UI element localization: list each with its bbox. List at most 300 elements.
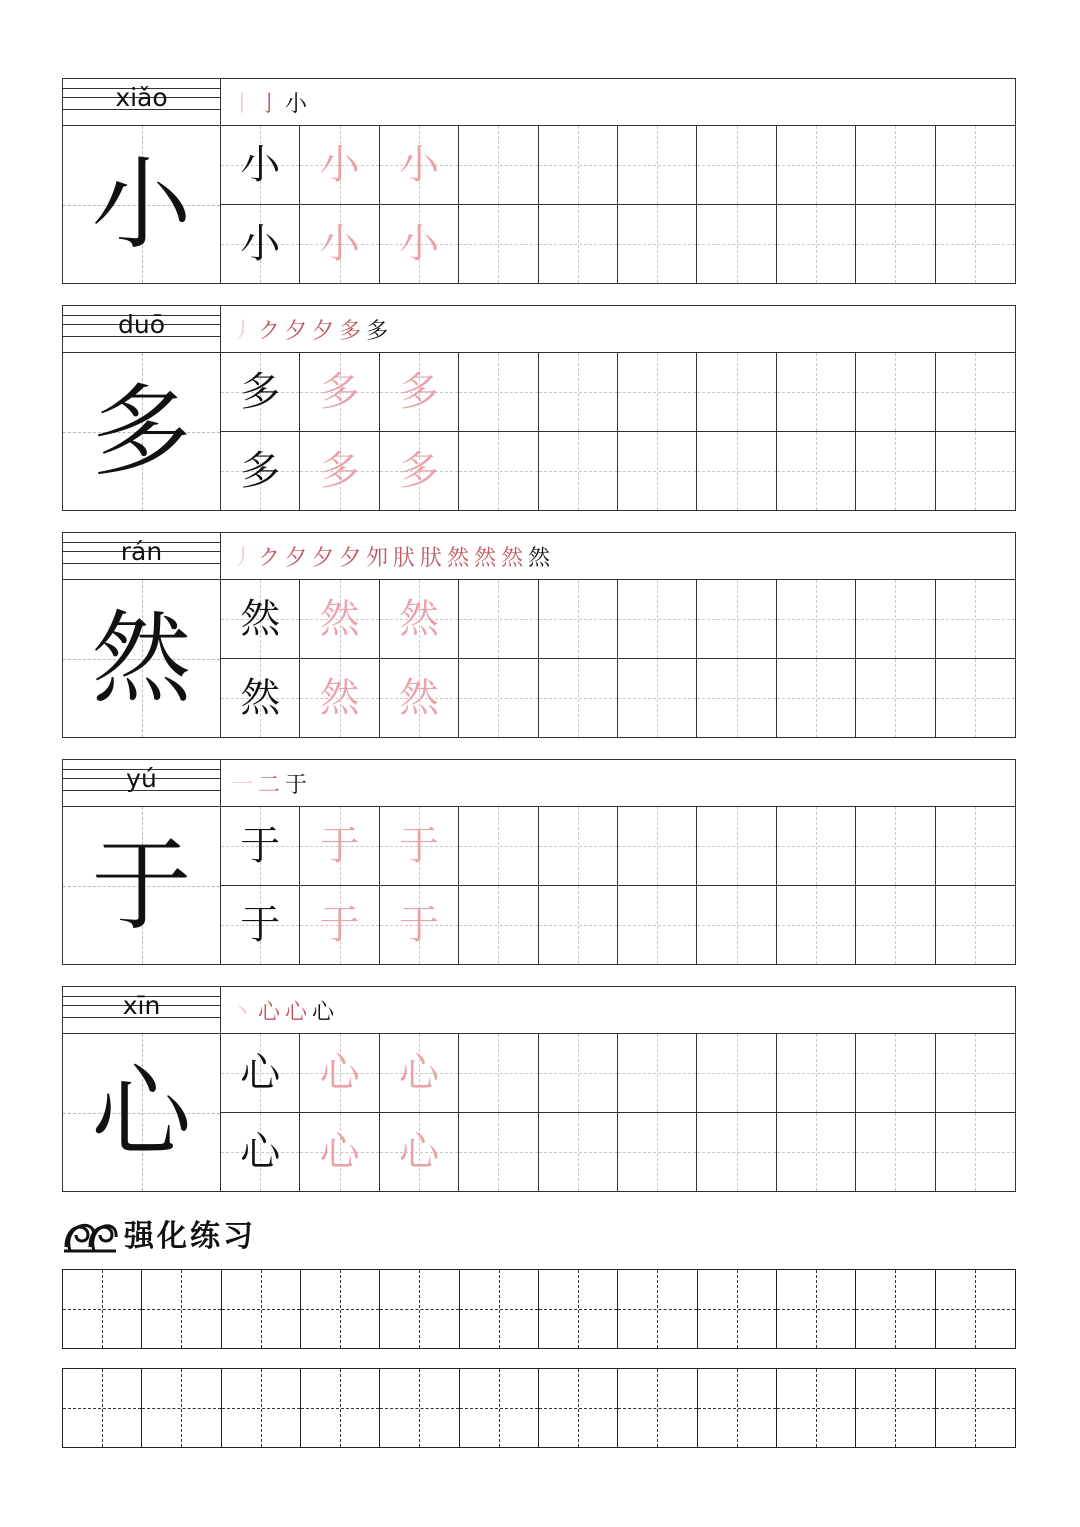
cell-guide-vertical	[578, 205, 579, 284]
stroke-step: 夕	[312, 545, 335, 571]
cell-guide-vertical	[578, 886, 579, 965]
writing-cell[interactable]	[856, 126, 935, 205]
writing-cell[interactable]	[539, 353, 618, 432]
writing-cell[interactable]	[380, 353, 459, 432]
stroke-step: 肰	[420, 545, 443, 571]
cell-guide-vertical	[737, 1113, 738, 1192]
writing-cell[interactable]	[380, 126, 459, 205]
cell-guide-vertical	[816, 432, 817, 511]
trace-character: 于	[398, 822, 439, 869]
big-character-cell	[63, 760, 221, 964]
writing-cell[interactable]	[777, 1113, 856, 1192]
pinyin-band	[63, 306, 220, 353]
cell-guide-vertical	[816, 1034, 817, 1112]
stroke-step: 夕	[339, 545, 362, 571]
writing-cell[interactable]	[697, 432, 776, 511]
stroke-step: 夕	[285, 318, 308, 344]
practice-cell[interactable]	[539, 1270, 618, 1348]
big-character-cell	[63, 987, 221, 1191]
writing-cell[interactable]	[777, 886, 856, 965]
writing-cell[interactable]	[300, 353, 379, 432]
big-character-box	[63, 353, 220, 510]
cell-guide-vertical	[737, 886, 738, 965]
practice-cell[interactable]	[460, 1270, 539, 1348]
trace-character: 多	[398, 368, 439, 415]
writing-cell[interactable]	[936, 580, 1015, 659]
character-block	[62, 78, 1016, 284]
character-block	[62, 532, 1016, 738]
writing-cell[interactable]	[221, 1034, 300, 1113]
writing-cell[interactable]	[618, 1113, 697, 1192]
writing-cell[interactable]	[936, 126, 1015, 205]
cell-guide-vertical	[816, 1113, 817, 1192]
cell-guide-vertical	[895, 1034, 896, 1112]
writing-cell[interactable]	[539, 432, 618, 511]
writing-cell[interactable]	[539, 1034, 618, 1113]
cell-guide-vertical	[816, 205, 817, 284]
writing-cell[interactable]	[618, 205, 697, 284]
writing-cell[interactable]	[697, 807, 776, 886]
cell-guide-vertical	[975, 205, 976, 284]
writing-cell[interactable]	[459, 205, 538, 284]
model-character: 小	[240, 141, 281, 188]
writing-cell[interactable]	[777, 126, 856, 205]
writing-cell[interactable]	[459, 580, 538, 659]
cell-guide-vertical	[737, 353, 738, 431]
pinyin-text: xīn	[122, 991, 161, 1020]
writing-cell[interactable]	[856, 659, 935, 738]
big-character-box	[63, 1034, 220, 1191]
writing-cell[interactable]	[300, 126, 379, 205]
cell-guide-vertical	[578, 807, 579, 885]
cell-guide-vertical	[975, 1113, 976, 1192]
cell-guide-vertical	[498, 205, 499, 284]
writing-cell[interactable]	[459, 1034, 538, 1113]
writing-cell[interactable]	[539, 886, 618, 965]
cell-guide-vertical	[895, 1270, 896, 1348]
writing-cell[interactable]	[300, 1034, 379, 1113]
writing-cell[interactable]	[697, 205, 776, 284]
trace-character: 心	[319, 1049, 360, 1096]
practice-cell[interactable]	[698, 1369, 777, 1447]
cell-guide-vertical	[975, 807, 976, 885]
big-character: 小	[91, 145, 192, 263]
writing-cell[interactable]	[539, 126, 618, 205]
cell-guide-vertical	[816, 353, 817, 431]
writing-cell[interactable]	[539, 807, 618, 886]
cell-guide-vertical	[578, 659, 579, 738]
practice-row-2	[62, 1368, 1016, 1448]
practice-cell[interactable]	[539, 1369, 618, 1447]
practice-cell[interactable]	[936, 1369, 1015, 1447]
big-character: 多	[91, 372, 192, 490]
practice-cell[interactable]	[380, 1369, 459, 1447]
cell-guide-vertical	[895, 126, 896, 204]
writing-cell[interactable]	[539, 205, 618, 284]
model-character: 多	[240, 447, 281, 494]
cell-guide-vertical	[895, 353, 896, 431]
writing-cell[interactable]	[777, 1034, 856, 1113]
writing-cell[interactable]	[380, 659, 459, 738]
practice-section-header	[62, 1212, 256, 1254]
writing-cell[interactable]	[539, 1113, 618, 1192]
writing-cell[interactable]	[380, 205, 459, 284]
practice-cell[interactable]	[380, 1270, 459, 1348]
trace-character: 于	[398, 901, 439, 948]
cell-guide-vertical	[895, 1113, 896, 1192]
writing-cell[interactable]	[618, 126, 697, 205]
practice-grid	[221, 807, 1015, 964]
cell-guide-vertical	[498, 126, 499, 204]
practice-cell[interactable]	[301, 1369, 380, 1447]
practice-cell[interactable]	[222, 1369, 301, 1447]
model-character: 小	[240, 220, 281, 267]
writing-cell[interactable]	[459, 432, 538, 511]
stroke-step: 然	[501, 545, 524, 571]
cell-guide-vertical	[737, 1034, 738, 1112]
practice-cell[interactable]	[301, 1270, 380, 1348]
cell-guide-vertical	[419, 1270, 420, 1348]
cell-guide-vertical	[975, 1034, 976, 1112]
cell-guide-vertical	[657, 580, 658, 658]
stroke-order-row	[221, 760, 1015, 807]
character-block	[62, 759, 1016, 965]
cell-guide-vertical	[419, 1369, 420, 1447]
pinyin-text: xiǎo	[115, 83, 168, 112]
pinyin-text: duō	[117, 310, 165, 339]
writing-cell[interactable]	[300, 580, 379, 659]
writing-cell[interactable]	[936, 205, 1015, 284]
writing-cell[interactable]	[300, 807, 379, 886]
stroke-step: 丨	[231, 91, 254, 117]
writing-cell[interactable]	[777, 580, 856, 659]
cell-guide-vertical	[657, 353, 658, 431]
trace-character: 小	[319, 141, 360, 188]
stroke-step: 丿	[231, 545, 254, 571]
writing-cell[interactable]	[459, 886, 538, 965]
writing-cell[interactable]	[697, 580, 776, 659]
cell-guide-vertical	[498, 580, 499, 658]
stroke-step: 丿	[231, 318, 254, 344]
cell-guide-vertical	[895, 432, 896, 511]
writing-cell[interactable]	[936, 886, 1015, 965]
trace-character: 小	[398, 141, 439, 188]
cell-guide-vertical	[975, 1369, 976, 1447]
writing-cell[interactable]	[936, 1113, 1015, 1192]
big-character-cell	[63, 306, 221, 510]
stroke-step: 心	[312, 999, 335, 1025]
cell-guide-vertical	[578, 353, 579, 431]
cell-guide-vertical	[578, 1113, 579, 1192]
stroke-step: 心	[285, 999, 308, 1025]
cell-guide-vertical	[737, 580, 738, 658]
cell-guide-vertical	[816, 126, 817, 204]
pinyin-band	[63, 987, 220, 1034]
stroke-step: 一	[231, 772, 254, 798]
trace-character: 于	[319, 901, 360, 948]
cell-guide-vertical	[975, 886, 976, 965]
pinyin-text: yú	[126, 764, 157, 793]
practice-cell[interactable]	[142, 1369, 221, 1447]
cell-guide-vertical	[340, 1369, 341, 1447]
model-character: 于	[240, 822, 281, 869]
writing-cell[interactable]	[221, 1113, 300, 1192]
writing-cell[interactable]	[936, 659, 1015, 738]
cell-guide-vertical	[499, 1369, 500, 1447]
writing-cell[interactable]	[459, 126, 538, 205]
writing-cell[interactable]	[221, 432, 300, 511]
model-character: 于	[240, 901, 281, 948]
writing-cell[interactable]	[300, 205, 379, 284]
writing-cell[interactable]	[936, 432, 1015, 511]
stroke-step: 二	[258, 772, 281, 798]
writing-cell[interactable]	[221, 580, 300, 659]
writing-cell[interactable]	[856, 353, 935, 432]
writing-cell[interactable]	[697, 353, 776, 432]
cell-guide-vertical	[498, 1034, 499, 1112]
practice-grid	[221, 353, 1015, 510]
trace-character: 心	[398, 1128, 439, 1175]
practice-cell[interactable]	[698, 1270, 777, 1348]
writing-cell[interactable]	[459, 353, 538, 432]
cell-guide-vertical	[498, 432, 499, 511]
model-character: 然	[240, 674, 281, 721]
practice-cell[interactable]	[856, 1369, 935, 1447]
cell-guide-vertical	[102, 1369, 103, 1447]
big-character: 于	[91, 826, 192, 944]
trace-character: 然	[319, 595, 360, 642]
writing-cell[interactable]	[300, 432, 379, 511]
stroke-step: 夕	[285, 545, 308, 571]
cell-guide-vertical	[578, 580, 579, 658]
trace-character: 然	[398, 674, 439, 721]
practice-row-1	[62, 1269, 1016, 1349]
writing-cell[interactable]	[380, 432, 459, 511]
cell-guide-vertical	[895, 659, 896, 738]
character-block	[62, 305, 1016, 511]
writing-cell[interactable]	[618, 807, 697, 886]
writing-cell[interactable]	[856, 432, 935, 511]
writing-cell[interactable]	[618, 886, 697, 965]
trace-character: 心	[398, 1049, 439, 1096]
cell-guide-vertical	[737, 432, 738, 511]
writing-cell[interactable]	[777, 205, 856, 284]
writing-cell[interactable]	[618, 1034, 697, 1113]
cell-guide-vertical	[816, 1270, 817, 1348]
cell-guide-vertical	[578, 1034, 579, 1112]
practice-cell[interactable]	[142, 1270, 221, 1348]
writing-cell[interactable]	[459, 1113, 538, 1192]
writing-cell[interactable]	[697, 886, 776, 965]
writing-cell[interactable]	[380, 580, 459, 659]
practice-cell[interactable]	[777, 1369, 856, 1447]
model-character: 然	[240, 595, 281, 642]
writing-cell[interactable]	[777, 353, 856, 432]
cell-guide-vertical	[657, 1270, 658, 1348]
writing-cell[interactable]	[618, 580, 697, 659]
cell-guide-vertical	[657, 205, 658, 284]
cell-guide-vertical	[181, 1369, 182, 1447]
writing-cell[interactable]	[856, 807, 935, 886]
writing-cell[interactable]	[221, 807, 300, 886]
cell-guide-vertical	[737, 1270, 738, 1348]
writing-cell[interactable]	[856, 886, 935, 965]
stroke-step: ク	[258, 318, 281, 344]
stroke-step: 夕	[312, 318, 335, 344]
trace-character: 小	[319, 220, 360, 267]
stroke-order-row	[221, 533, 1015, 580]
writing-cell[interactable]	[777, 432, 856, 511]
trace-character: 小	[398, 220, 439, 267]
writing-cell[interactable]	[856, 1034, 935, 1113]
writing-cell[interactable]	[221, 659, 300, 738]
trace-character: 多	[398, 447, 439, 494]
writing-cell[interactable]	[856, 580, 935, 659]
practice-cell[interactable]	[618, 1270, 697, 1348]
writing-cell[interactable]	[380, 886, 459, 965]
big-character-box	[63, 807, 220, 964]
writing-cell[interactable]	[221, 886, 300, 965]
writing-cell[interactable]	[539, 580, 618, 659]
writing-cell[interactable]	[777, 659, 856, 738]
writing-cell[interactable]	[380, 1113, 459, 1192]
writing-cell[interactable]	[856, 1113, 935, 1192]
cell-guide-vertical	[657, 1113, 658, 1192]
writing-cell[interactable]	[697, 126, 776, 205]
practice-cell[interactable]	[222, 1270, 301, 1348]
trace-character: 于	[319, 822, 360, 869]
stroke-step: 夘	[366, 545, 389, 571]
big-character: 然	[91, 599, 192, 717]
practice-cell[interactable]	[856, 1270, 935, 1348]
writing-cell[interactable]	[697, 659, 776, 738]
cell-guide-vertical	[498, 886, 499, 965]
cell-guide-vertical	[578, 1369, 579, 1447]
cell-guide-vertical	[578, 126, 579, 204]
cell-guide-vertical	[975, 353, 976, 431]
writing-cell[interactable]	[380, 807, 459, 886]
practice-grid	[221, 126, 1015, 283]
writing-cell[interactable]	[380, 1034, 459, 1113]
cell-guide-vertical	[975, 126, 976, 204]
trace-character: 然	[319, 674, 360, 721]
trace-character: 然	[398, 595, 439, 642]
writing-cell[interactable]	[459, 807, 538, 886]
pinyin-band	[63, 760, 220, 807]
writing-cell[interactable]	[618, 353, 697, 432]
writing-cell[interactable]	[539, 659, 618, 738]
cell-guide-vertical	[895, 886, 896, 965]
writing-cell[interactable]	[221, 205, 300, 284]
stroke-step: 然	[474, 545, 497, 571]
cell-guide-vertical	[261, 1270, 262, 1348]
stroke-step: 然	[447, 545, 470, 571]
practice-cell[interactable]	[777, 1270, 856, 1348]
practice-cell[interactable]	[63, 1270, 142, 1348]
writing-cell[interactable]	[300, 659, 379, 738]
cell-guide-vertical	[975, 432, 976, 511]
stroke-step: 小	[285, 91, 308, 117]
character-block	[62, 986, 1016, 1192]
big-character-box	[63, 126, 220, 283]
cell-guide-vertical	[737, 205, 738, 284]
writing-cell[interactable]	[697, 1034, 776, 1113]
cell-guide-vertical	[578, 1270, 579, 1348]
writing-cell[interactable]	[221, 353, 300, 432]
cell-guide-vertical	[975, 659, 976, 738]
practice-cell[interactable]	[618, 1369, 697, 1447]
pinyin-text: rán	[120, 537, 163, 566]
writing-cell[interactable]	[936, 353, 1015, 432]
stroke-step: 亅	[258, 91, 281, 117]
cell-guide-vertical	[975, 1270, 976, 1348]
writing-cell[interactable]	[618, 659, 697, 738]
trace-character: 多	[319, 368, 360, 415]
cell-guide-vertical	[816, 886, 817, 965]
cell-guide-vertical	[737, 807, 738, 885]
practice-cell[interactable]	[63, 1369, 142, 1447]
trace-character: 心	[319, 1128, 360, 1175]
writing-cell[interactable]	[618, 432, 697, 511]
practice-grid	[221, 580, 1015, 737]
cell-guide-vertical	[895, 580, 896, 658]
practice-section-title: 强化练习	[124, 1219, 256, 1254]
stroke-step: 肰	[393, 545, 416, 571]
cell-guide-vertical	[816, 1369, 817, 1447]
model-character: 多	[240, 368, 281, 415]
writing-cell[interactable]	[221, 126, 300, 205]
cell-guide-vertical	[895, 205, 896, 284]
cell-guide-vertical	[895, 1369, 896, 1447]
stroke-step: 多	[366, 318, 389, 344]
cell-guide-vertical	[657, 432, 658, 511]
stroke-step: ク	[258, 545, 281, 571]
cell-guide-vertical	[737, 1369, 738, 1447]
practice-cell[interactable]	[936, 1270, 1015, 1348]
cell-guide-vertical	[657, 659, 658, 738]
big-character-box	[63, 580, 220, 737]
cell-guide-vertical	[102, 1270, 103, 1348]
writing-cell[interactable]	[936, 1034, 1015, 1113]
stroke-step: 多	[339, 318, 362, 344]
cell-guide-vertical	[816, 659, 817, 738]
cell-guide-vertical	[261, 1369, 262, 1447]
practice-cell[interactable]	[460, 1369, 539, 1447]
writing-cell[interactable]	[300, 1113, 379, 1192]
cell-guide-vertical	[816, 807, 817, 885]
writing-cell[interactable]	[777, 807, 856, 886]
cell-guide-vertical	[499, 1270, 500, 1348]
stroke-step: 然	[528, 545, 551, 571]
stroke-order-row	[221, 79, 1015, 126]
cell-guide-vertical	[895, 807, 896, 885]
writing-cell[interactable]	[300, 886, 379, 965]
practice-grid	[221, 1034, 1015, 1191]
pinyin-band	[63, 533, 220, 580]
big-character-cell	[63, 533, 221, 737]
writing-cell[interactable]	[856, 205, 935, 284]
cell-guide-vertical	[498, 659, 499, 738]
stroke-order-row	[221, 306, 1015, 353]
writing-cell[interactable]	[459, 659, 538, 738]
cell-guide-vertical	[181, 1270, 182, 1348]
big-character-cell	[63, 79, 221, 283]
writing-cell[interactable]	[697, 1113, 776, 1192]
writing-cell[interactable]	[936, 807, 1015, 886]
cell-guide-vertical	[657, 886, 658, 965]
cell-guide-vertical	[657, 1034, 658, 1112]
cell-guide-vertical	[737, 126, 738, 204]
